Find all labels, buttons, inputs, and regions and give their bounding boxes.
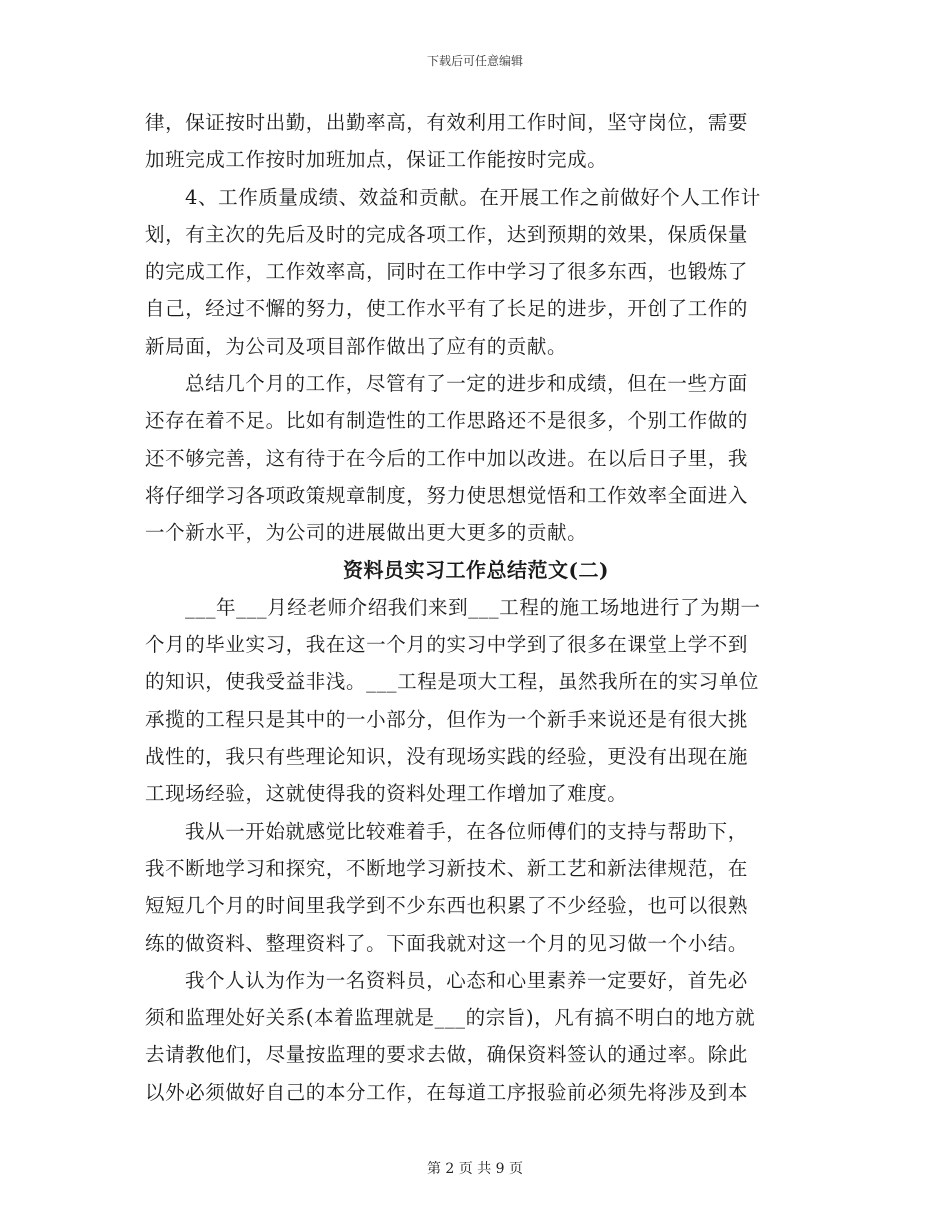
text-line: 以外必须做好自己的本分工作，在每道工序报验前必须先将涉及到本 xyxy=(145,1080,749,1104)
text-line: 我不断地学习和探究，不断地学习新技术、新工艺和新法律规范，在 xyxy=(145,856,749,880)
text-line: 去请教他们，尽量按监理的要求去做，确保资料签认的通过率。除此 xyxy=(145,1043,749,1067)
text-line: 还存在着不足。比如有制造性的工作思路还不是很多，个别工作做的 xyxy=(145,409,749,433)
page-header: 下载后可任意编辑 xyxy=(426,54,523,68)
text-line: 个月的毕业实习，我在这一个月的实习中学到了很多在课堂上学不到 xyxy=(145,633,749,657)
text-line: 总结几个月的工作，尽管有了一定的进步和成绩，但在一些方面 xyxy=(185,372,748,396)
section-title: 资料员实习工作总结范文(二) xyxy=(343,557,609,582)
text-line: 将仔细学习各项政策规章制度，努力使思想觉悟和工作效率全面进入 xyxy=(145,483,749,507)
text-line: 战性的，我只有些理论知识，没有现场实践的经验，更没有出现在施 xyxy=(145,745,749,769)
text-line: 加班完成工作按时加班加点，保证工作能按时完成。 xyxy=(145,148,608,172)
text-line: 一个新水平，为公司的进展做出更大更多的贡献。 xyxy=(145,521,588,545)
text-line: ___年___月经老师介绍我们来到___工程的施工场地进行了为期一 xyxy=(185,595,761,619)
text-line: 律，保证按时出勤，出勤率高，有效利用工作时间，坚守岗位，需要 xyxy=(145,111,749,134)
text-line: 的完成工作，工作效率高，同时在工作中学习了很多东西，也锻炼了 xyxy=(145,260,749,284)
text-line: 自己，经过不懈的努力，使工作水平有了长足的进步，开创了工作的 xyxy=(145,297,749,321)
text-line: 承揽的工程只是其中的一小部分，但作为一个新手来说还是有很大挑 xyxy=(145,707,749,731)
text-line: 短短几个月的时间里我学到不少东西也积累了不少经验，也可以很熟 xyxy=(145,894,749,918)
text-line: 我从一开始就感觉比较难着手，在各位师傅们的支持与帮助下， xyxy=(185,819,748,843)
page-footer: 第 2 页 共 9 页 xyxy=(426,1161,524,1177)
text-line: 的知识，使我受益非浅。___工程是项大工程，虽然我所在的实习单位 xyxy=(145,670,759,694)
text-line: 划，有主次的先后及时的完成各项工作，达到预期的效果，保质保量 xyxy=(145,222,749,246)
text-line: 须和监理处好关系(本着监理就是___的宗旨)，凡有搞不明白的地方就 xyxy=(145,1006,756,1030)
text-line: 4、工作质量成绩、效益和贡献。在开展工作之前做好个人工作计 xyxy=(185,185,761,209)
text-line: 工现场经验，这就使得我的资料处理工作增加了难度。 xyxy=(145,782,628,806)
text-line: 还不够完善，这有待于在今后的工作中加以改进。在以后日子里，我 xyxy=(145,446,749,470)
text-line: 练的做资料、整理资料了。下面我就对这一个月的见习做一个小结。 xyxy=(145,931,749,955)
text-line: 新局面，为公司及项目部作做出了应有的贡献。 xyxy=(145,334,568,358)
document-body xyxy=(145,104,807,1111)
text-line: 我个人认为作为一名资料员，心态和心里素养一定要好，首先必 xyxy=(185,968,748,992)
